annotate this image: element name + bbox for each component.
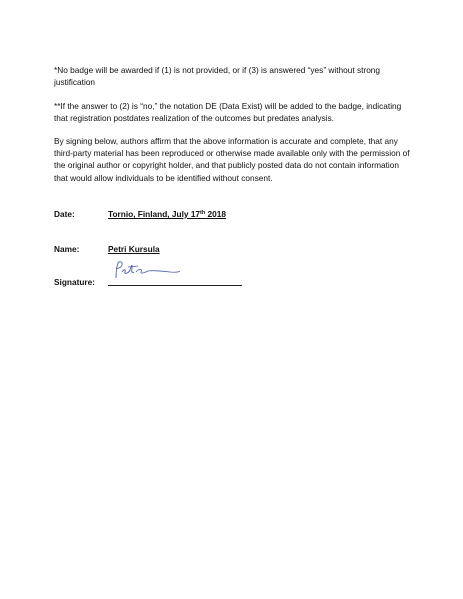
date-value xyxy=(108,209,226,219)
badge-note-2: **If the answer to (2) is “no,” the notation DE (Data Exist) will be added to the badge, indicating that registration postdates realization of the outcomes but predates analysis. xyxy=(54,101,402,124)
date-value-main: Tornio, Finland, July 17 xyxy=(108,209,201,219)
name-label: Name: xyxy=(54,244,80,254)
handwritten-signature xyxy=(110,260,182,282)
date-value-year: 2018 xyxy=(205,209,227,219)
affirmation-paragraph: By signing below, authors affirm that the above information is accurate and complete, that any third-party material has been reproduced or otherwise made available only with the permission of the original author or copyright holder, and that publicly posted data do not contain information that would allow individuals to be identified without consent. xyxy=(54,136,410,183)
date-value-ordinal: th xyxy=(200,210,206,216)
signature-line xyxy=(108,285,242,286)
badge-note-1: *No badge will be awarded if (1) is not provided, or if (3) is answered “yes” without strong justification xyxy=(54,65,381,88)
date-label: Date: xyxy=(54,209,75,219)
signature-label: Signature: xyxy=(54,277,96,287)
name-value: Petri Kursula xyxy=(108,244,160,254)
